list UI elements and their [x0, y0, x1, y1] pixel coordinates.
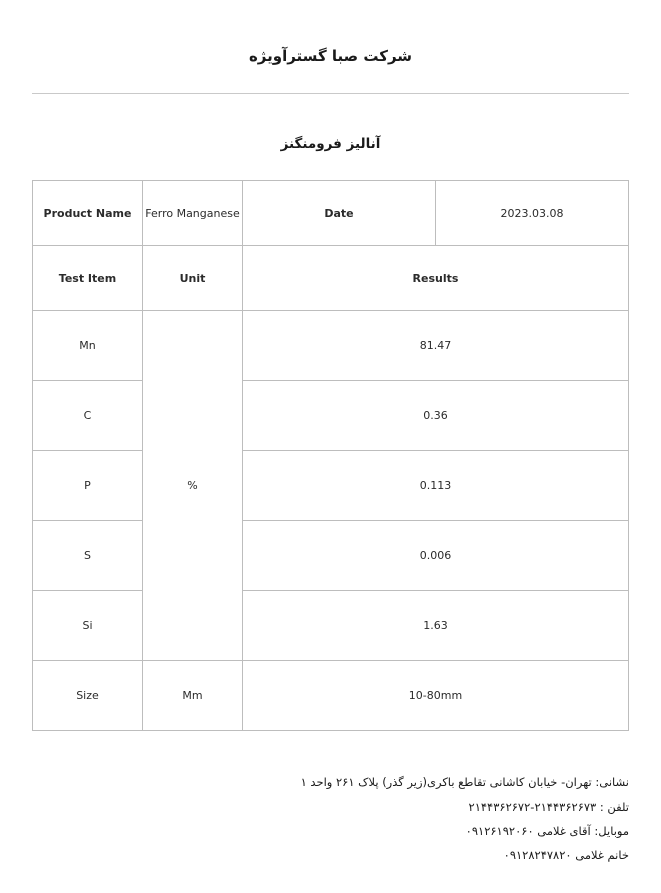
table-row [33, 381, 629, 451]
test-item-cell: Mn [33, 311, 143, 381]
unit-cell-percent: % [143, 311, 243, 661]
company-name: شرکت صبا گسترآویژه [248, 47, 413, 65]
header-divider [32, 93, 629, 94]
date-value: 2023.03.08 [436, 181, 629, 246]
analysis-table [32, 180, 629, 731]
test-item-cell: P [33, 451, 143, 521]
table-row-product-info [33, 181, 629, 246]
test-item-cell: S [33, 521, 143, 591]
footer-mobile-1: موبایل: آقای غلامی ۰۹۱۲۶۱۹۲۰۶۰ [465, 823, 629, 838]
unit-cell: Mm [143, 661, 243, 731]
product-name-value: Ferro Manganese [143, 181, 243, 246]
result-cell: 0.006 [243, 521, 629, 591]
result-cell: 0.36 [243, 381, 629, 451]
footer-mobile-2: خانم غلامی ۰۹۱۲۸۲۴۷۸۲۰ [503, 847, 629, 862]
table-row [33, 661, 629, 731]
column-header-results: Results [243, 246, 629, 311]
test-item-cell: Si [33, 591, 143, 661]
column-header-unit: Unit [143, 246, 243, 311]
table-row [33, 451, 629, 521]
footer-contact-block [32, 770, 629, 867]
document-title: آنالیز فرومنگنز [280, 136, 381, 152]
table-row [33, 521, 629, 591]
result-cell: 0.113 [243, 451, 629, 521]
product-name-label: Product Name [33, 181, 143, 246]
result-cell: 10-80mm [243, 661, 629, 731]
footer-address: نشانی: تهران- خیابان کاشانی تقاطع باکری(زیر گذر) پلاک ۲۶۱ واحد ۱ [300, 775, 629, 790]
table-header-row [33, 246, 629, 311]
footer-phone: تلفن : ۲۱۴۴۳۶۲۶۷۳-۲۱۴۴۳۶۲۶۷۲ [468, 799, 629, 814]
test-item-cell: C [33, 381, 143, 451]
test-item-cell: Size [33, 661, 143, 731]
table-row [33, 591, 629, 661]
table-row [33, 311, 629, 381]
date-label: Date [243, 181, 436, 246]
column-header-test-item: Test Item [33, 246, 143, 311]
result-cell: 81.47 [243, 311, 629, 381]
result-cell: 1.63 [243, 591, 629, 661]
